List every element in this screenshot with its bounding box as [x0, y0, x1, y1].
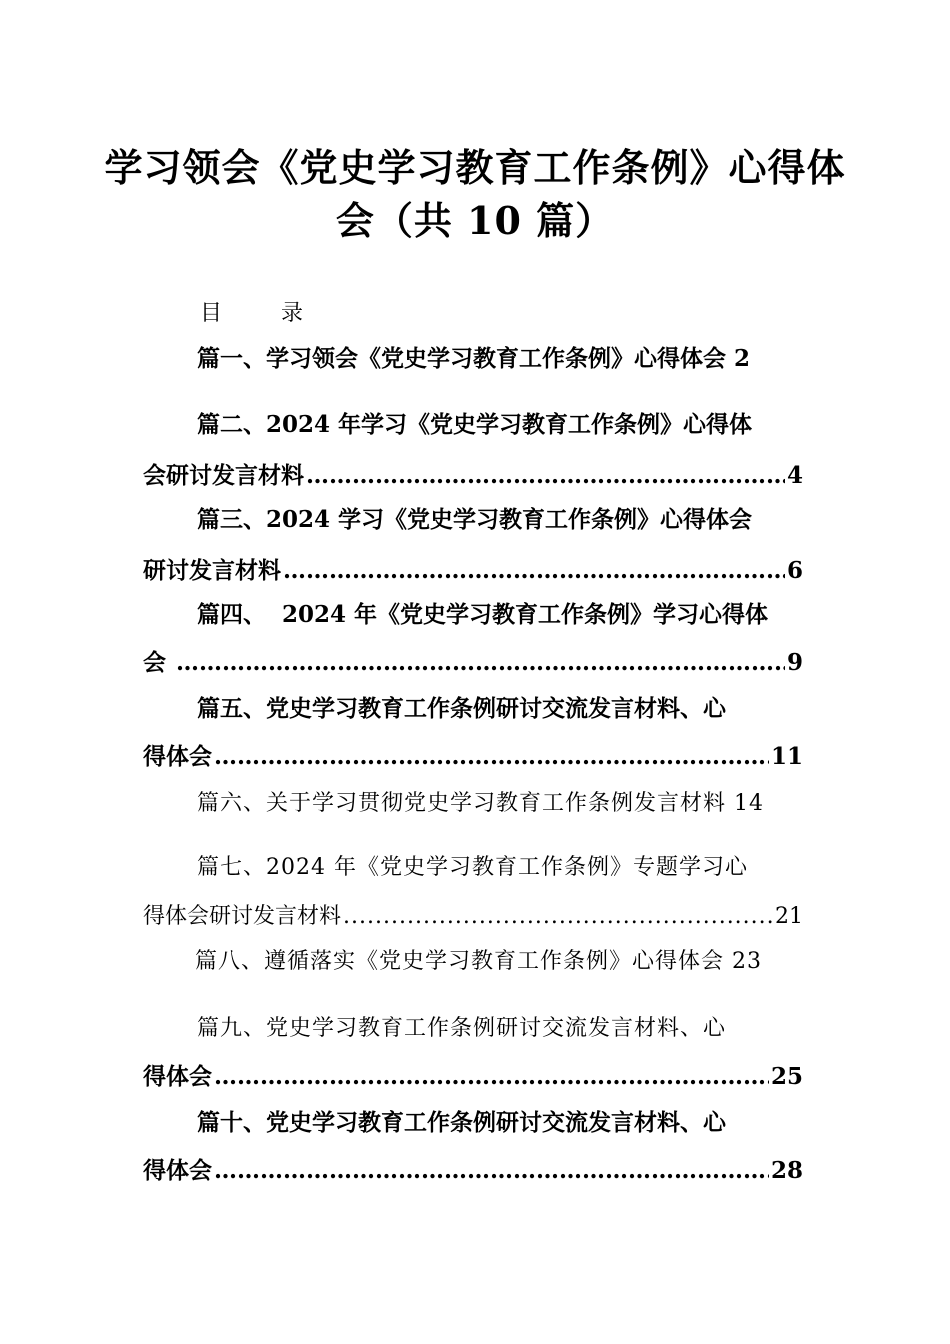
- toc-entry-5-line-1[interactable]: 篇五、党史学习教育工作条例研讨交流发言材料、心: [197, 695, 726, 722]
- dot-leader: [306, 459, 785, 493]
- toc-entry-9-line-2[interactable]: [143, 1060, 803, 1094]
- toc-entry-7-text: 得体会研讨发言材料: [143, 904, 342, 929]
- toc-entry-5-page: 11: [770, 743, 803, 770]
- toc-entry-5-line-2[interactable]: [143, 740, 803, 774]
- toc-entry-2-line-2[interactable]: [143, 459, 803, 493]
- toc-entry-10-line-2[interactable]: [143, 1154, 803, 1188]
- toc-entry-2-line-1[interactable]: 篇二、2024 年学习《党史学习教育工作条例》心得体: [197, 411, 753, 438]
- toc-entry-9-line-1[interactable]: 篇九、党史学习教育工作条例研讨交流发言材料、心: [197, 1016, 727, 1041]
- toc-heading: 目 录: [200, 301, 329, 326]
- toc-entry-6[interactable]: 篇六、关于学习贯彻党史学习教育工作条例发言材料 14: [197, 791, 764, 816]
- document-title-line-1: 学习领会《党史学习教育工作条例》心得体: [104, 145, 846, 190]
- toc-entry-7-page: 21: [775, 904, 803, 929]
- toc-entry-3-text: 研讨发言材料: [143, 557, 281, 584]
- toc-entry-4-line-1[interactable]: 篇四、 2024 年《党史学习教育工作条例》学习心得体: [197, 601, 769, 628]
- toc-entry-10-text: 得体会: [143, 1157, 212, 1184]
- toc-entry-3-page: 6: [786, 557, 803, 584]
- toc-entry-9-page: 25: [770, 1063, 803, 1090]
- dot-leader: [214, 740, 769, 774]
- toc-entry-10-line-1[interactable]: 篇十、党史学习教育工作条例研讨交流发言材料、心: [197, 1109, 726, 1136]
- toc-entry-4-text: 会: [143, 649, 175, 676]
- dot-leader: [343, 900, 773, 934]
- toc-entry-4-line-2[interactable]: [143, 646, 803, 680]
- toc-entry-4-page: 9: [786, 649, 803, 676]
- toc-entry-3-line-1[interactable]: 篇三、2024 学习《党史学习教育工作条例》心得体会: [197, 506, 753, 533]
- toc-entry-9-text: 得体会: [143, 1063, 212, 1090]
- toc-entry-5-text: 得体会: [143, 743, 212, 770]
- document-title-line-2: 会（共 10 篇）: [335, 198, 615, 243]
- toc-entry-2-text: 会研讨发言材料: [143, 462, 304, 489]
- toc-entry-1[interactable]: 篇一、学习领会《党史学习教育工作条例》心得体会 2: [197, 345, 751, 372]
- toc-entry-3-line-2[interactable]: [143, 554, 803, 588]
- dot-leader: [214, 1154, 769, 1188]
- dot-leader: [176, 646, 785, 680]
- toc-entry-7-line-1[interactable]: 篇七、2024 年《党史学习教育工作条例》专题学习心: [197, 855, 748, 880]
- toc-entry-7-line-2[interactable]: [143, 900, 803, 934]
- toc-entry-2-page: 4: [786, 462, 803, 489]
- dot-leader: [283, 554, 785, 588]
- dot-leader: [214, 1060, 769, 1094]
- toc-entry-10-page: 28: [770, 1157, 803, 1184]
- toc-entry-8[interactable]: 篇八、遵循落实《党史学习教育工作条例》心得体会 23: [195, 949, 762, 974]
